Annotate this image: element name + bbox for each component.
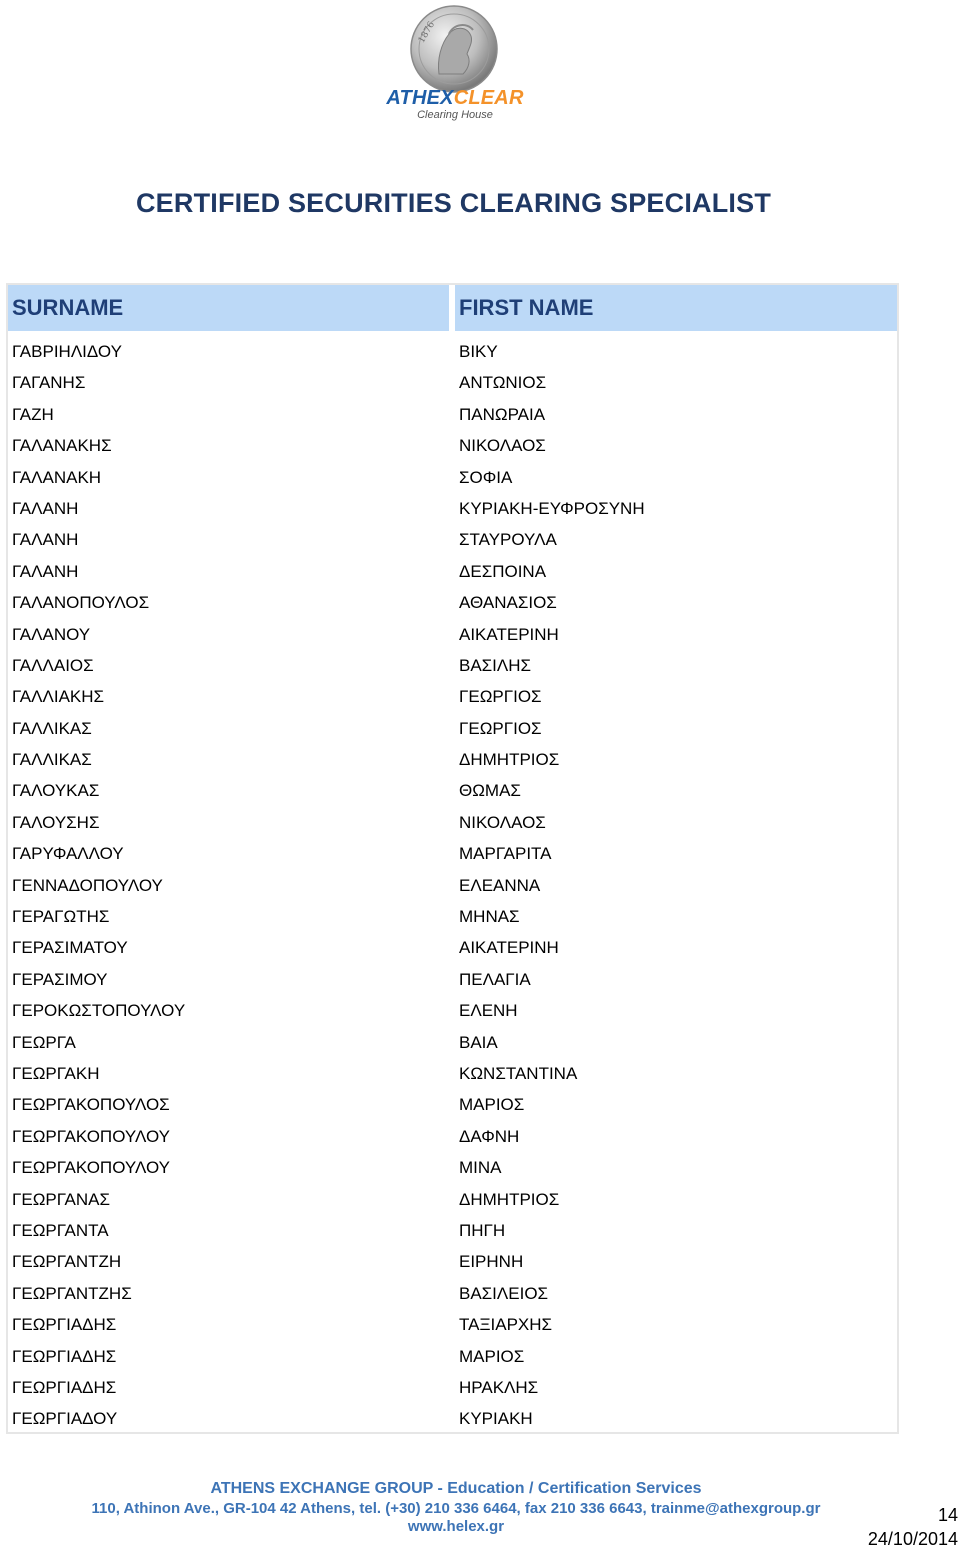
surname-cell: ΓΑΛΑΝΗ [12,530,79,550]
table-row [8,966,897,997]
surname-cell: ΓΕΩΡΓΑΝΑΣ [12,1189,111,1209]
first-name-cell: ΜΑΡΙΟΣ [459,1346,525,1366]
table-row [8,1029,897,1060]
surname-cell: ΓΑΛΑΝΗ [12,498,79,518]
table-row [8,432,897,463]
table-row [8,401,897,432]
page-number: 14 [937,1505,958,1525]
table-row [8,683,897,714]
table-row [8,1123,897,1154]
footer-organization: ATHENS EXCHANGE GROUP - Education / Certification Services [210,1480,702,1497]
table-row [8,1060,897,1091]
first-name-cell: ΚΥΡΙΑΚΗ-ΕΥΦΡΟΣΥΝΗ [459,498,645,518]
first-name-cell: ΚΩΝΣΤΑΝΤΙΝΑ [459,1063,578,1083]
table-row [8,464,897,495]
surname-cell: ΓΑΛΑΝΟΠΟΥΛΟΣ [12,593,150,613]
first-name-cell: ΕΙΡΗΝΗ [459,1252,524,1272]
surname-cell: ΓΕΩΡΓΑΝΤΖΗΣ [12,1283,132,1303]
first-name-cell: ΣΟΦΙΑ [459,467,513,487]
first-name-cell: ΔΗΜΗΤΡΙΟΣ [459,750,560,770]
first-name-cell: ΒΑΙΑ [459,1032,498,1052]
first-name-cell: ΔΗΜΗΤΡΙΟΣ [459,1189,560,1209]
table-row [8,777,897,808]
table-row [8,715,897,746]
first-name-cell: ΒΑΣΙΛΗΣ [459,655,532,675]
first-name-cell: ΜΗΝΑΣ [459,907,520,927]
surname-cell: ΓΑΖΗ [12,404,54,424]
column-header-first-name: FIRST NAME [455,285,897,331]
surname-cell: ΓΕΡΑΣΙΜΑΤΟΥ [12,938,128,958]
first-name-cell: ΘΩΜΑΣ [459,781,521,801]
first-name-cell: ΣΤΑΥΡΟΥΛΑ [459,530,557,550]
surname-cell: ΓΑΛΑΝΑΚΗΣ [12,436,112,456]
table-row [8,872,897,903]
table-row [8,903,897,934]
column-header-surname: SURNAME [8,285,449,331]
table-row [8,652,897,683]
table-row [8,1343,897,1374]
table-row [8,1217,897,1248]
table-row [8,746,897,777]
first-name-cell: ΠΕΛΑΓΙΑ [459,969,531,989]
table-row [8,1311,897,1342]
surname-cell: ΓΕΝΝΑΔΟΠΟΥΛΟΥ [12,875,163,895]
surname-cell: ΓΕΩΡΓΑΚΟΠΟΥΛΟΣ [12,1095,170,1115]
first-name-cell: ΑΙΚΑΤΕΡΙΝΗ [459,624,559,644]
brand-part-athex: ATHEX [386,87,454,109]
table-row [8,840,897,871]
page-footer [0,1475,960,1550]
surname-cell: ΓΕΡΑΣΙΜΟΥ [12,969,108,989]
first-name-cell: ΑΘΑΝΑΣΙΟΣ [459,593,557,613]
first-name-cell: ΜΑΡΓΑΡΙΤΑ [459,844,552,864]
surname-cell: ΓΑΛΟΥΚΑΣ [12,781,100,801]
table-row [8,1280,897,1311]
first-name-cell: ΕΛΕΑΝΝΑ [459,875,541,895]
first-name-cell: ΑΙΚΑΤΕΡΙΝΗ [459,938,559,958]
first-name-cell: ΓΕΩΡΓΙΟΣ [459,687,542,707]
first-name-cell: ΜΑΡΙΟΣ [459,1095,525,1115]
first-name-cell: ΝΙΚΟΛΑΟΣ [459,436,546,456]
table-row [8,1405,897,1436]
athexclear-logo [385,4,525,122]
first-name-cell: ΠΑΝΩΡΑΙΑ [459,404,546,424]
surname-cell: ΓΕΡΑΓΩΤΗΣ [12,907,110,927]
surname-cell: ΓΕΩΡΓΑΚΗ [12,1063,100,1083]
surname-cell: ΓΑΛΑΝΑΚΗ [12,467,102,487]
table-row [8,369,897,400]
table-row [8,809,897,840]
surname-cell: ΓΕΩΡΓΑΚΟΠΟΥΛΟΥ [12,1126,170,1146]
surname-cell: ΓΕΩΡΓΙΑΔΟΥ [12,1409,118,1429]
table-row [8,338,897,369]
footer-website: www.helex.gr [407,1518,505,1535]
table-row [8,1248,897,1279]
table-row [8,589,897,620]
surname-cell: ΓΑΛΛΙΚΑΣ [12,750,92,770]
hermes-coin-icon [409,4,499,94]
table-row [8,997,897,1028]
table-row [8,495,897,526]
table-row [8,1154,897,1185]
surname-cell: ΓΑΛΛΙΚΑΣ [12,718,92,738]
first-name-cell: ΝΙΚΟΛΑΟΣ [459,812,546,832]
specialists-table [6,283,899,1434]
surname-cell: ΓΑΛΟΥΣΗΣ [12,812,100,832]
table-row [8,1091,897,1122]
surname-cell: ΓΕΩΡΓΑ [12,1032,76,1052]
table-row [8,526,897,557]
first-name-cell: ΓΕΩΡΓΙΟΣ [459,718,542,738]
brand-tagline: Clearing House [417,109,493,121]
surname-cell: ΓΕΡΟΚΩΣΤΟΠΟΥΛΟΥ [12,1001,186,1021]
first-name-cell: ΕΛΕΝΗ [459,1001,518,1021]
first-name-cell: ΜΙΝΑ [459,1158,502,1178]
first-name-cell: ΑΝΤΩΝΙΟΣ [459,373,547,393]
first-name-cell: ΒΙΚΥ [459,342,498,361]
surname-cell: ΓΑΒΡΙΗΛΙΔΟΥ [12,342,122,361]
table-row [8,934,897,965]
surname-cell: ΓΑΓΑΝΗΣ [12,373,86,393]
table-row [8,621,897,652]
table-row [8,1374,897,1405]
brand-part-clear: CLEAR [453,87,524,109]
surname-cell: ΓΕΩΡΓΑΝΤΑ [12,1220,109,1240]
footer-address: 110, Athinon Ave., GR-104 42 Athens, tel. (+30) 210 336 6464, fax 210 336 6643, trainme@athexgroup.gr [91,1500,821,1517]
table-row [8,558,897,589]
brand-wordmark [385,87,525,110]
surname-cell: ΓΑΛΛΑΙΟΣ [12,655,94,675]
first-name-cell: ΒΑΣΙΛΕΙΟΣ [459,1283,549,1303]
first-name-cell: ΠΗΓΗ [459,1220,506,1240]
surname-cell: ΓΕΩΡΓΙΑΔΗΣ [12,1315,117,1335]
surname-cell: ΓΕΩΡΓΑΚΟΠΟΥΛΟΥ [12,1158,170,1178]
first-name-cell: ΤΑΞΙΑΡΧΗΣ [459,1315,553,1335]
surname-cell: ΓΕΩΡΓΙΑΔΗΣ [12,1346,117,1366]
table-row [8,1186,897,1217]
first-name-cell: ΔΕΣΠΟΙΝΑ [459,561,547,581]
surname-cell: ΓΑΛΑΝΗ [12,561,79,581]
surname-cell: ΓΑΛΑΝΟΥ [12,624,91,644]
surname-cell: ΓΑΛΛΙΑΚΗΣ [12,687,105,707]
document-title: CERTIFIED SECURITIES CLEARING SPECIALIST [135,188,772,218]
first-name-cell: ΔΑΦΝΗ [459,1126,520,1146]
first-name-cell: ΚΥΡΙΑΚΗ [459,1409,533,1429]
first-name-cell: ΗΡΑΚΛΗΣ [459,1377,539,1397]
surname-cell: ΓΕΩΡΓΑΝΤΖΗ [12,1252,122,1272]
surname-cell: ΓΑΡΥΦΑΛΛΟΥ [12,844,124,864]
svg-text:1876: 1876 [416,20,438,45]
surname-cell: ΓΕΩΡΓΙΑΔΗΣ [12,1377,117,1397]
footer-date: 24/10/2014 [867,1529,958,1549]
table-body [8,338,897,1437]
